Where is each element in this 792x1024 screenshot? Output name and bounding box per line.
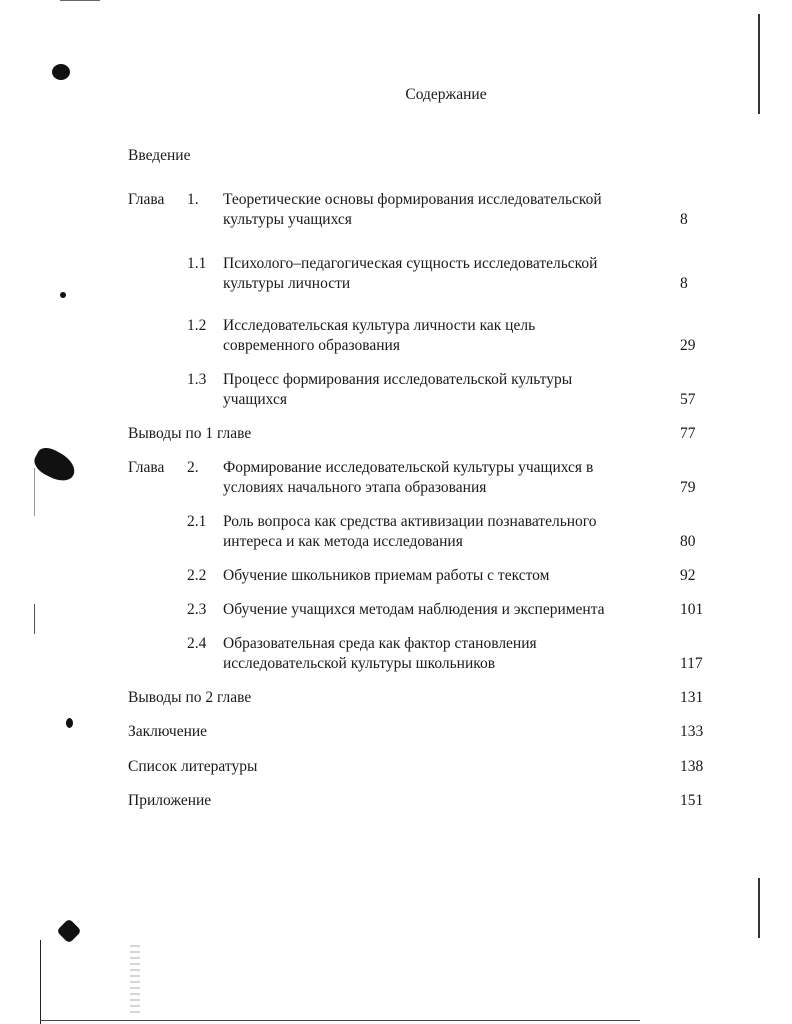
toc-entry bbox=[0, 146, 792, 166]
toc-entry-title-line: Образовательная среда как фактор становления bbox=[223, 635, 537, 652]
toc-entry bbox=[0, 566, 792, 586]
toc-entry-page-number: 131 bbox=[680, 689, 704, 706]
toc-entry-title-line: Обучение учащихся методам наблюдения и эксперимента bbox=[223, 601, 605, 618]
toc-entry-title-line: Обучение школьников приемам работы с текстом bbox=[223, 567, 550, 584]
toc-entry-title bbox=[223, 566, 549, 586]
toc-entry-prefix: Приложение bbox=[128, 792, 212, 809]
toc-entry-title-line: Процесс формирования исследовательской культуры bbox=[223, 371, 573, 388]
toc-entry-title bbox=[223, 190, 602, 230]
toc-entry-title-line: условиях начального этапа образования bbox=[223, 479, 487, 496]
toc-entry-page-number: 133 bbox=[680, 723, 704, 740]
toc-entry-title-line: учащихся bbox=[223, 391, 287, 408]
toc-entry bbox=[0, 254, 792, 294]
toc-entry-title-line: Теоретические основы формирования исследовательской bbox=[223, 191, 602, 208]
toc-entry-number: 2.4 bbox=[187, 635, 207, 652]
toc-entry-number: 1.1 bbox=[187, 255, 207, 272]
toc-entry-title-line: Формирование исследовательской культуры учащихся в bbox=[223, 459, 594, 476]
toc-entry-title-line: Психолого–педагогическая сущность исследовательской bbox=[223, 255, 598, 272]
toc-entry-prefix: Глава bbox=[128, 191, 165, 208]
toc-entry bbox=[0, 791, 792, 811]
toc-entry bbox=[0, 634, 792, 674]
toc-entry bbox=[0, 316, 792, 356]
toc-entry bbox=[0, 600, 792, 620]
toc-entry-prefix: Список литературы bbox=[128, 758, 258, 775]
toc-entry-page-number: 77 bbox=[680, 425, 696, 442]
toc-entry-prefix: Выводы по 1 главе bbox=[128, 425, 252, 442]
toc-entry-number: 2.2 bbox=[187, 567, 207, 584]
toc-entry-number: 1.3 bbox=[187, 371, 207, 388]
toc-entry-page-number: 8 bbox=[680, 211, 688, 228]
toc-entry-page-number: 29 bbox=[680, 337, 696, 354]
toc-entry-prefix: Заключение bbox=[128, 723, 208, 740]
toc-entry-title bbox=[223, 254, 597, 294]
toc-entry-title bbox=[223, 458, 593, 498]
toc-entry-page-number: 92 bbox=[680, 567, 696, 584]
toc-entry-page-number: 79 bbox=[680, 479, 696, 496]
toc-entry-page-number: 138 bbox=[680, 758, 704, 775]
toc-entry-title-line: Роль вопроса как средства активизации познавательного bbox=[223, 513, 597, 530]
toc-entry-title bbox=[223, 316, 535, 356]
page-title: Содержание bbox=[405, 86, 487, 103]
toc-entry-page-number: 57 bbox=[680, 391, 696, 408]
toc-entry-prefix: Глава bbox=[128, 459, 165, 476]
toc-entry-title-line: Исследовательская культура личности как цель bbox=[223, 317, 536, 334]
toc-entry bbox=[0, 722, 792, 742]
toc-entry-number: 1. bbox=[187, 191, 199, 208]
toc-entry-title bbox=[223, 370, 572, 410]
toc-entry-title bbox=[223, 512, 597, 552]
toc-entry bbox=[0, 688, 792, 708]
toc-entry bbox=[0, 190, 792, 230]
toc-entry-number: 2.3 bbox=[187, 601, 207, 618]
toc-entry-prefix: Введение bbox=[128, 147, 191, 164]
toc-entry bbox=[0, 370, 792, 410]
toc-entry-number: 1.2 bbox=[187, 317, 207, 334]
toc-entry-title-line: культуры личности bbox=[223, 275, 351, 292]
toc-entry bbox=[0, 458, 792, 498]
toc-entry bbox=[0, 757, 792, 777]
toc-entry-title bbox=[223, 600, 605, 620]
toc-entry bbox=[0, 512, 792, 552]
toc-entry-page-number: 80 bbox=[680, 533, 696, 550]
toc-entry-number: 2. bbox=[187, 459, 199, 476]
toc-entry-title-line: исследовательской культуры школьников bbox=[223, 655, 496, 672]
toc-entry-page-number: 8 bbox=[680, 275, 688, 292]
toc-entry-title-line: интереса и как метода исследования bbox=[223, 533, 463, 550]
toc-entry-page-number: 101 bbox=[680, 601, 704, 618]
toc-entry-title-line: культуры учащихся bbox=[223, 211, 352, 228]
toc-entry-prefix: Выводы по 2 главе bbox=[128, 689, 252, 706]
toc-entry-page-number: 117 bbox=[680, 655, 703, 672]
toc-entry-title bbox=[223, 634, 537, 674]
toc-entry bbox=[0, 424, 792, 444]
toc-entry-page-number: 151 bbox=[680, 792, 704, 809]
toc-entry-title-line: современного образования bbox=[223, 337, 400, 354]
toc-entry-number: 2.1 bbox=[187, 513, 207, 530]
